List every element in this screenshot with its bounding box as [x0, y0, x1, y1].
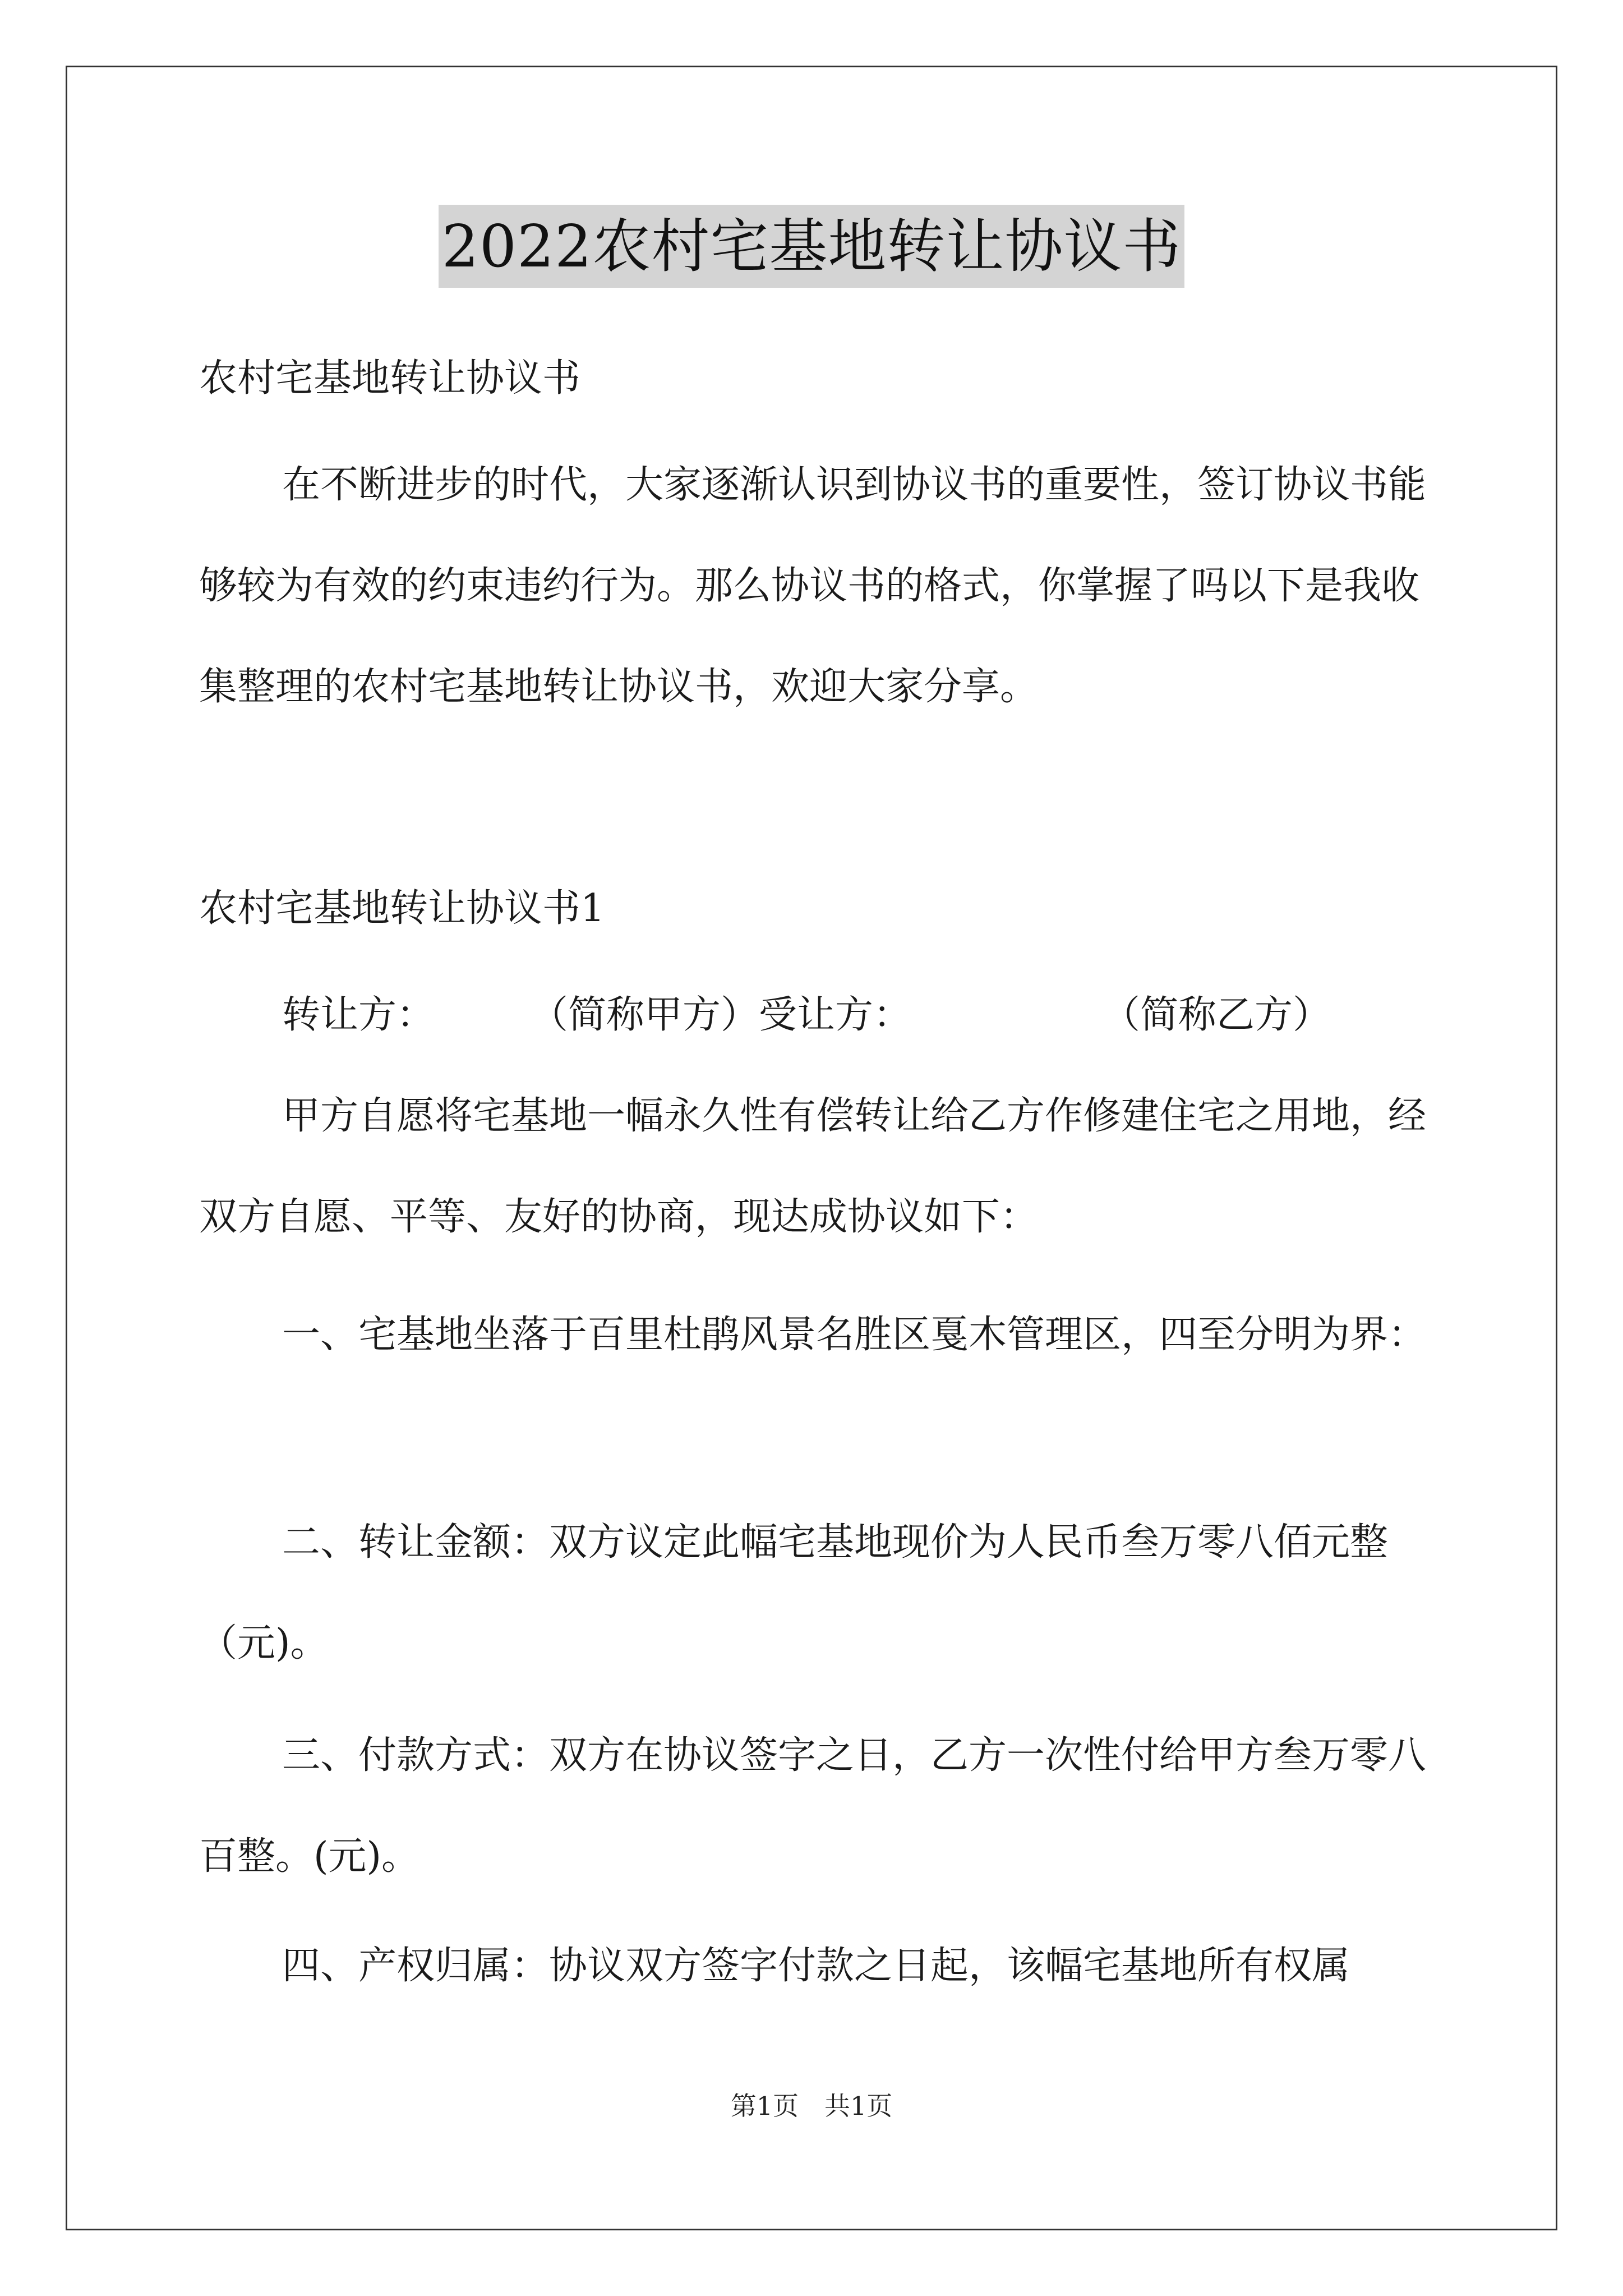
transferor-abbr: （简称甲方） — [530, 993, 759, 1037]
page-number: 第1页 — [730, 2091, 799, 2121]
clause-3: 三、付款方式：双方在协议签字之日，乙方一次性付给甲方叁万零八百整。(元)。 — [199, 1733, 1427, 1879]
transferee-label: 受让方： — [759, 993, 912, 1037]
parties-line — [282, 965, 1516, 1066]
intro-paragraph: 在不断进步的时代，大家逐渐认识到协议书的重要性，签订协议书能够较为有效的约束违约行为。那么协议书的格式，你掌握了吗以下是我收集整理的农村宅基地转让协议书，欢迎大家分享。 — [199, 463, 1427, 709]
transferee-abbr: （简称乙方） — [1102, 993, 1331, 1037]
page-total: 共1页 — [824, 2091, 893, 2121]
section-title: 农村宅基地转让协议书1 — [199, 886, 605, 931]
page-footer — [0, 2086, 1623, 2123]
preamble-paragraph: 甲方自愿将宅基地一幅永久性有偿转让给乙方作修建住宅之用地，经双方自愿、平等、友好的协商，现达成协议如下： — [199, 1094, 1427, 1239]
clause-1: 一、宅基地坐落于百里杜鹃风景名胜区戛木管理区，四至分明为界： — [282, 1313, 1427, 1357]
transferor-label: 转让方： — [282, 993, 435, 1037]
document-subtitle: 农村宅基地转让协议书 — [199, 356, 581, 401]
document-title: 2022农村宅基地转让协议书 — [439, 205, 1185, 288]
title-container — [0, 205, 1623, 288]
clause-2: 二、转让金额：双方议定此幅宅基地现价为人民币叁万零八佰元整（元)。 — [199, 1520, 1389, 1665]
clause-4: 四、产权归属：协议双方签字付款之日起，该幅宅基地所有权属 — [282, 1944, 1350, 1988]
